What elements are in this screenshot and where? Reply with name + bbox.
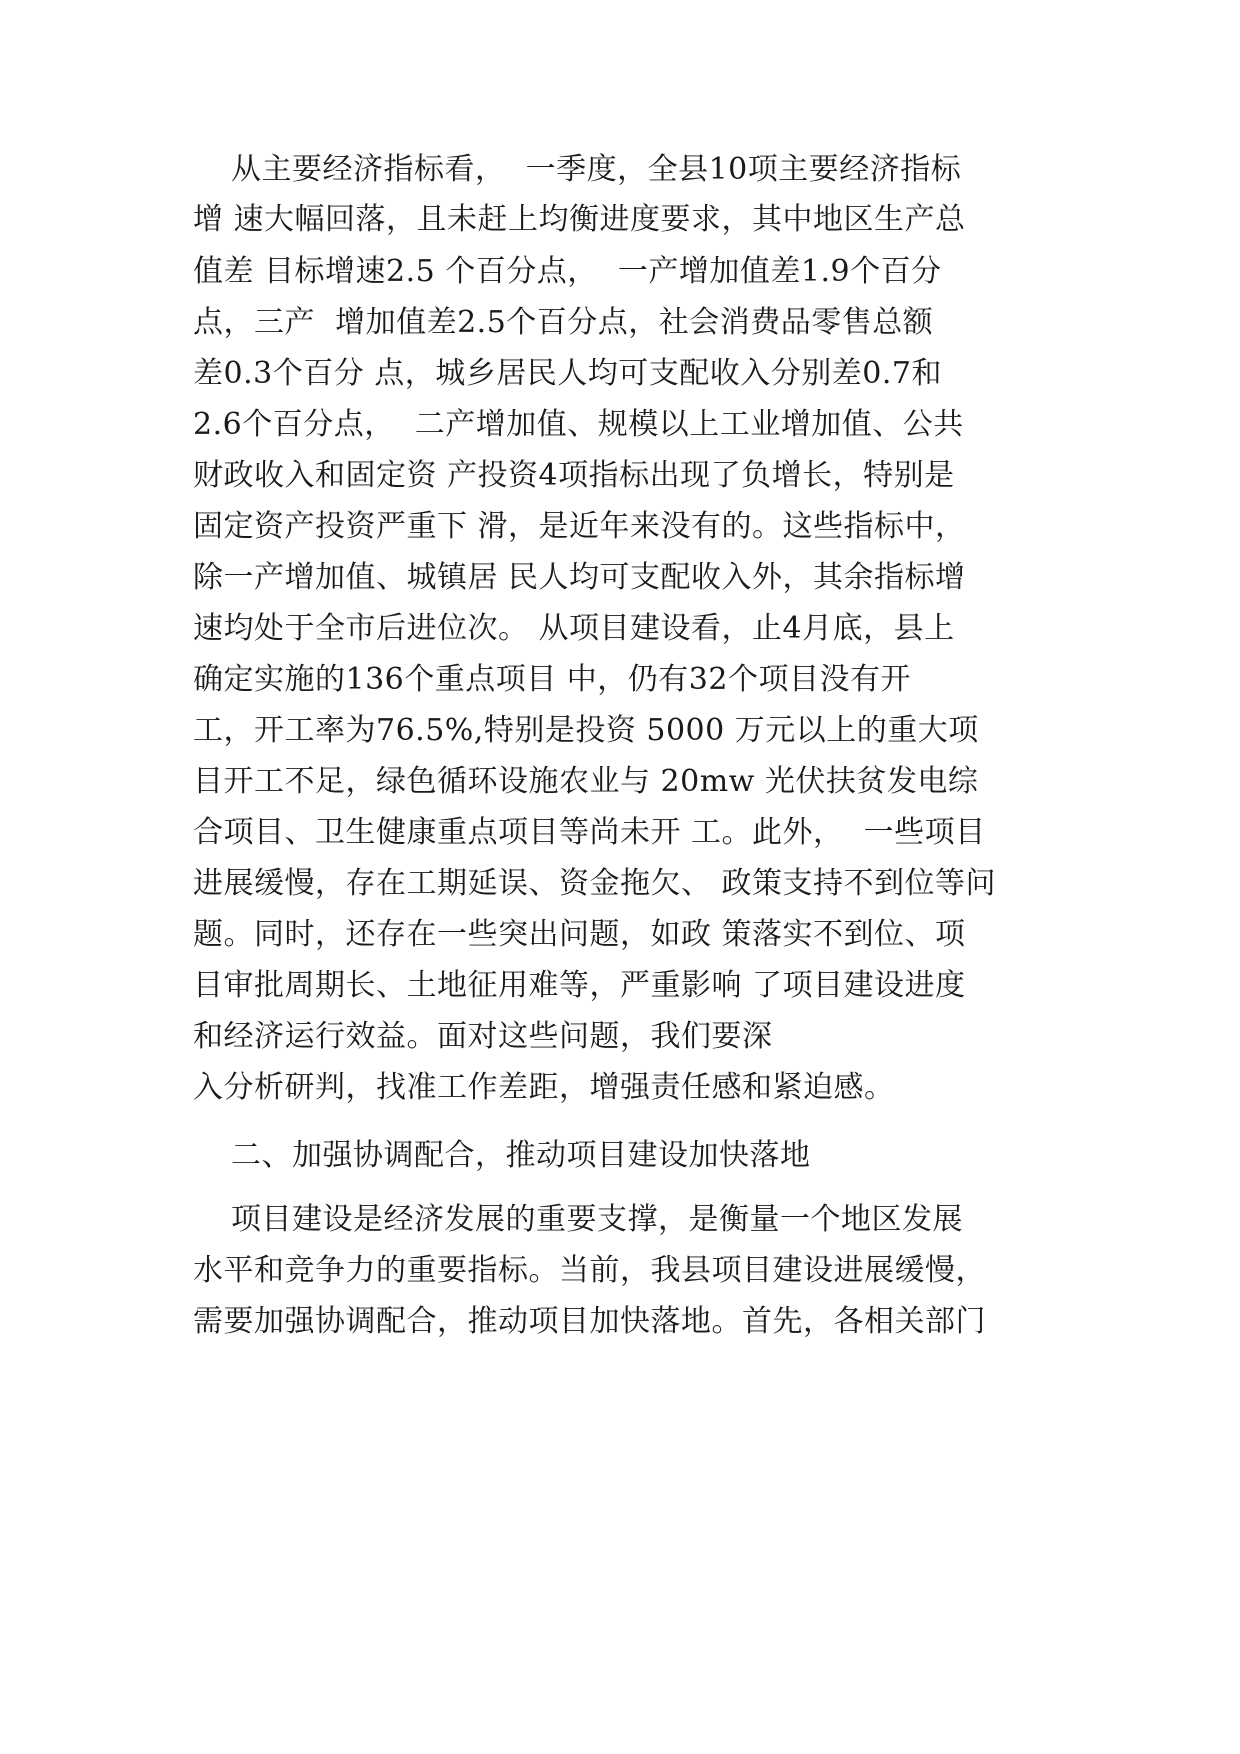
text-line: 财政收入和固定资 产投资4项指标出现了负增长，特别是 [193, 458, 955, 493]
text-line: 项目建设是经济发展的重要支撑，是衡量一个地区发展 [231, 1202, 963, 1237]
text-line: 和经济运行效益。面对这些问题，我们要深 [193, 1019, 773, 1054]
text-line: 进展缓慢，存在工期延误、资金拖欠、 政策支持不到位等问 [193, 866, 997, 901]
text-line: 目开工不足，绿色循环设施农业与 20mw 光伏扶贫发电综 [193, 764, 979, 799]
text-line: 从主要经济指标看， 一季度，全县10项主要经济指标 [231, 152, 962, 187]
text-line: 除一产增加值、城镇居 民人均可支配收入外，其余指标增 [193, 560, 966, 595]
text-line: 值差 目标增速2.5 个百分点， 一产增加值差1.9个百分 [193, 254, 942, 289]
text-line: 题。同时，还存在一些突出问题，如政 策落实不到位、项 [193, 917, 966, 952]
text-line: 水平和竞争力的重要指标。当前，我县项目建设进展缓慢， [193, 1253, 986, 1288]
text-line: 固定资产投资严重下 滑，是近年来没有的。这些指标中， [193, 509, 966, 544]
text-line: 需要加强协调配合，推动项目加快落地。首先，各相关部门 [193, 1304, 986, 1339]
text-line: 速均处于全市后进位次。 从项目建设看，止4月底，县上 [193, 611, 955, 646]
text-line: 目审批周期长、土地征用难等，严重影响 了项目建设进度 [193, 968, 966, 1003]
text-line: 2.6个百分点， 二产增加值、规模以上工业增加值、公共 [193, 407, 964, 442]
text-line: 工，开工率为76.5%,特别是投资 5000 万元以上的重大项 [193, 713, 979, 748]
text-line: 确定实施的136个重点项目 中，仍有32个项目没有开 [193, 662, 911, 697]
text-line: 增 速大幅回落，且未赶上均衡进度要求，其中地区生产总 [193, 202, 966, 237]
section-heading: 二、加强协调配合，推动项目建设加快落地 [231, 1138, 811, 1173]
text-line: 差0.3个百分 点，城乡居民人均可支配收入分别差0.7和 [193, 356, 942, 391]
text-line: 合项目、卫生健康重点项目等尚未开 工。此外， 一些项目 [193, 815, 986, 850]
text-line: 点，三产 增加值差2.5个百分点，社会消费品零售总额 [193, 305, 934, 340]
text-line: 入分析研判，找准工作差距，增强责任感和紧迫感。 [193, 1070, 895, 1105]
